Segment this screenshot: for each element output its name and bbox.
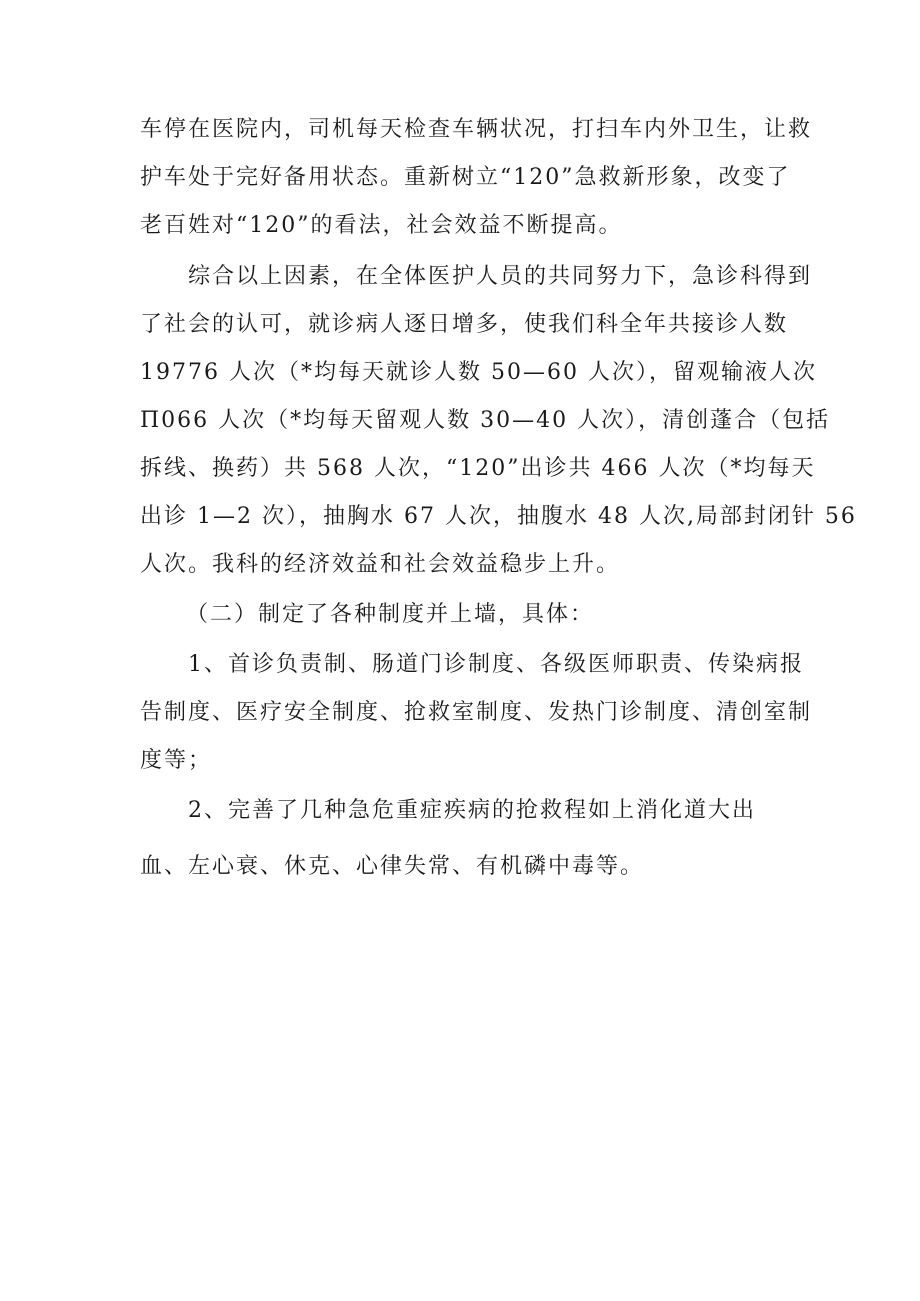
paragraph-line: 出诊 1—2 次），抽胸水 67 人次，抽腹水 48 人次,局部封闭针 56 [140, 504, 857, 529]
paragraph-line: 19776 人次（*均每天就诊人数 50—60 人次），留观输液人次 [140, 360, 817, 385]
paragraph-line: 拆线、换药）共 568 人次，“120”出诊共 466 人次（*均每天 [140, 456, 816, 481]
list-item-line: 度等； [140, 748, 213, 773]
paragraph-line: Π066 人次（*均每天留观人数 30—40 人次），清创蓬合（包括 [140, 408, 831, 433]
paragraph-line: 了社会的认可，就诊病人逐日增多，使我们科全年共接诊人数 [140, 312, 789, 337]
list-item-line: 告制度、医疗安全制度、抢救室制度、发热门诊制度、清创室制 [140, 700, 813, 725]
list-item-line: 2、完善了几种急危重症疾病的抢救程如上消化道大出 [188, 798, 756, 823]
section-heading: （二）制定了各种制度并上墙，具体： [186, 602, 595, 627]
paragraph-line: 车停在医院内，司机每天检查车辆状况，打扫车内外卫生，让救 [140, 117, 813, 142]
list-item-line: 血、左心衰、休克、心律失常、有机磷中毒等。 [140, 854, 645, 879]
paragraph-line: 老百姓对“120”的看法，社会效益不断提高。 [140, 213, 623, 238]
paragraph-line: 综合以上因素，在全体医护人员的共同努力下，急诊科得到 [188, 264, 813, 289]
paragraph-line: 护车处于完好备用状态。重新树立“120”急救新形象，改变了 [140, 165, 791, 190]
paragraph-line: 人次。我科的经济效益和社会效益稳步上升。 [140, 552, 621, 577]
list-item-line: 1、首诊负责制、肠道门诊制度、各级医师职责、传染病报 [188, 652, 804, 677]
